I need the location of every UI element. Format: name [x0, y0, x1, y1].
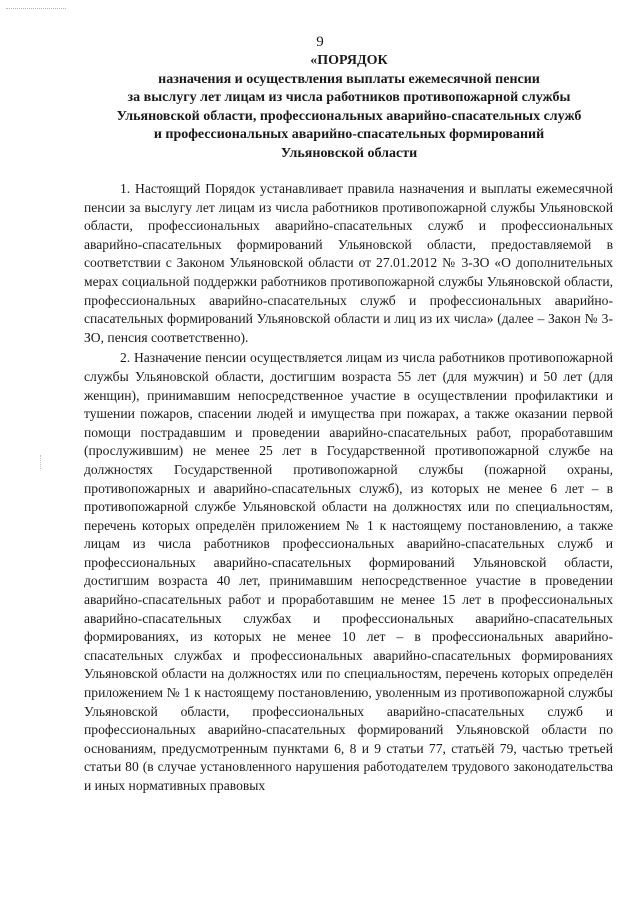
scan-artifact-top	[6, 8, 66, 11]
document-heading	[84, 52, 614, 163]
paragraph-2: 2. Назначение пенсии осуществляется лицам из числа работников противопожарной службы Ульяновской области, достигшим возраста 55 лет (для мужчин) и 50 лет (для женщин), принимавшим непосредственное участие в осуществлении профилактики и тушении пожаров, спасении людей и имущества при пожарах, а также оказании первой помощи пострадавшим и проведении аварийно-спасательных работ, проработавшим (прослужившим) не менее 25 лет в Государственной противопожарной службе на должностях Государственной противопожарной службы (пожарной охраны, противопожарных и аварийно-спасательных служб), из которых не менее 6 лет – в противопожарной службе Ульяновской области на должностях или по специальностям, перечень которых определён приложением № 1 к настоящему постановлению, а также лицам из числа работников профессиональных аварийно-спасательных служб и профессиональных аварийно-спасательных формирований Ульяновской области, достигшим возраста 40 лет, принимавшим непосредственное участие в проведении аварийно-спасательных работ и проработавшим не менее 15 лет в профессиональных аварийно-спасательных службах и профессиональных аварийно-спасательных формированиях, из которых не менее 10 лет – в профессиональных аварийно-спасательных службах и профессиональных аварийно-спасательных формированиях Ульяновской области на должностях или по специальностям, перечень которых определён приложением № 1 к настоящему постановлению, уволенным из противопожарной службы Ульяновской области, профессиональных аварийно-спасательных служб и профессиональных аварийно-спасательных формирований Ульяновской области по основаниям, предусмотренным пунктами 6, 8 и 9 статьи 77, статьёй 79, частью третьей статьи 80 (в случае установленного нарушения работодателем трудового законодательства и иных нормативных правовых	[84, 350, 613, 793]
heading-title: «ПОРЯДОК	[310, 53, 388, 68]
page-number: 9	[316, 34, 324, 50]
heading-line: Ульяновской области	[280, 145, 418, 161]
document-body	[84, 180, 613, 796]
paragraph-1: 1. Настоящий Порядок устанавливает правила назначения и выплаты ежемесячной пенсии за выслугу лет лицам из числа работников противопожарной службы Ульяновской области, профессиональных аварийно-спасательных служб и профессиональных аварийно-спасательных формирований Ульяновской области, предоставляемой в соответствии с Законом Ульяновской области от 27.01.2012 № 3-ЗО «О дополнительных мерах социальной поддержки работников противопожарной службы Ульяновской области, профессиональных аварийно-спасательных служб и профессиональных аварийно-спасательных формирований Ульяновской области и лиц из их числа» (далее – Закон № 3-ЗО, пенсия соответственно).	[84, 181, 613, 345]
heading-line: и профессиональных аварийно-спасательных формирований	[153, 127, 545, 142]
heading-line: Ульяновской области, профессиональных аварийно-спасательных служб	[116, 108, 582, 124]
heading-line: назначения и осуществления выплаты ежемесячной пенсии	[158, 71, 540, 87]
heading-line: за выслугу лет лицам из числа работников противопожарной службы	[127, 90, 571, 105]
scan-artifact-left	[40, 455, 43, 469]
